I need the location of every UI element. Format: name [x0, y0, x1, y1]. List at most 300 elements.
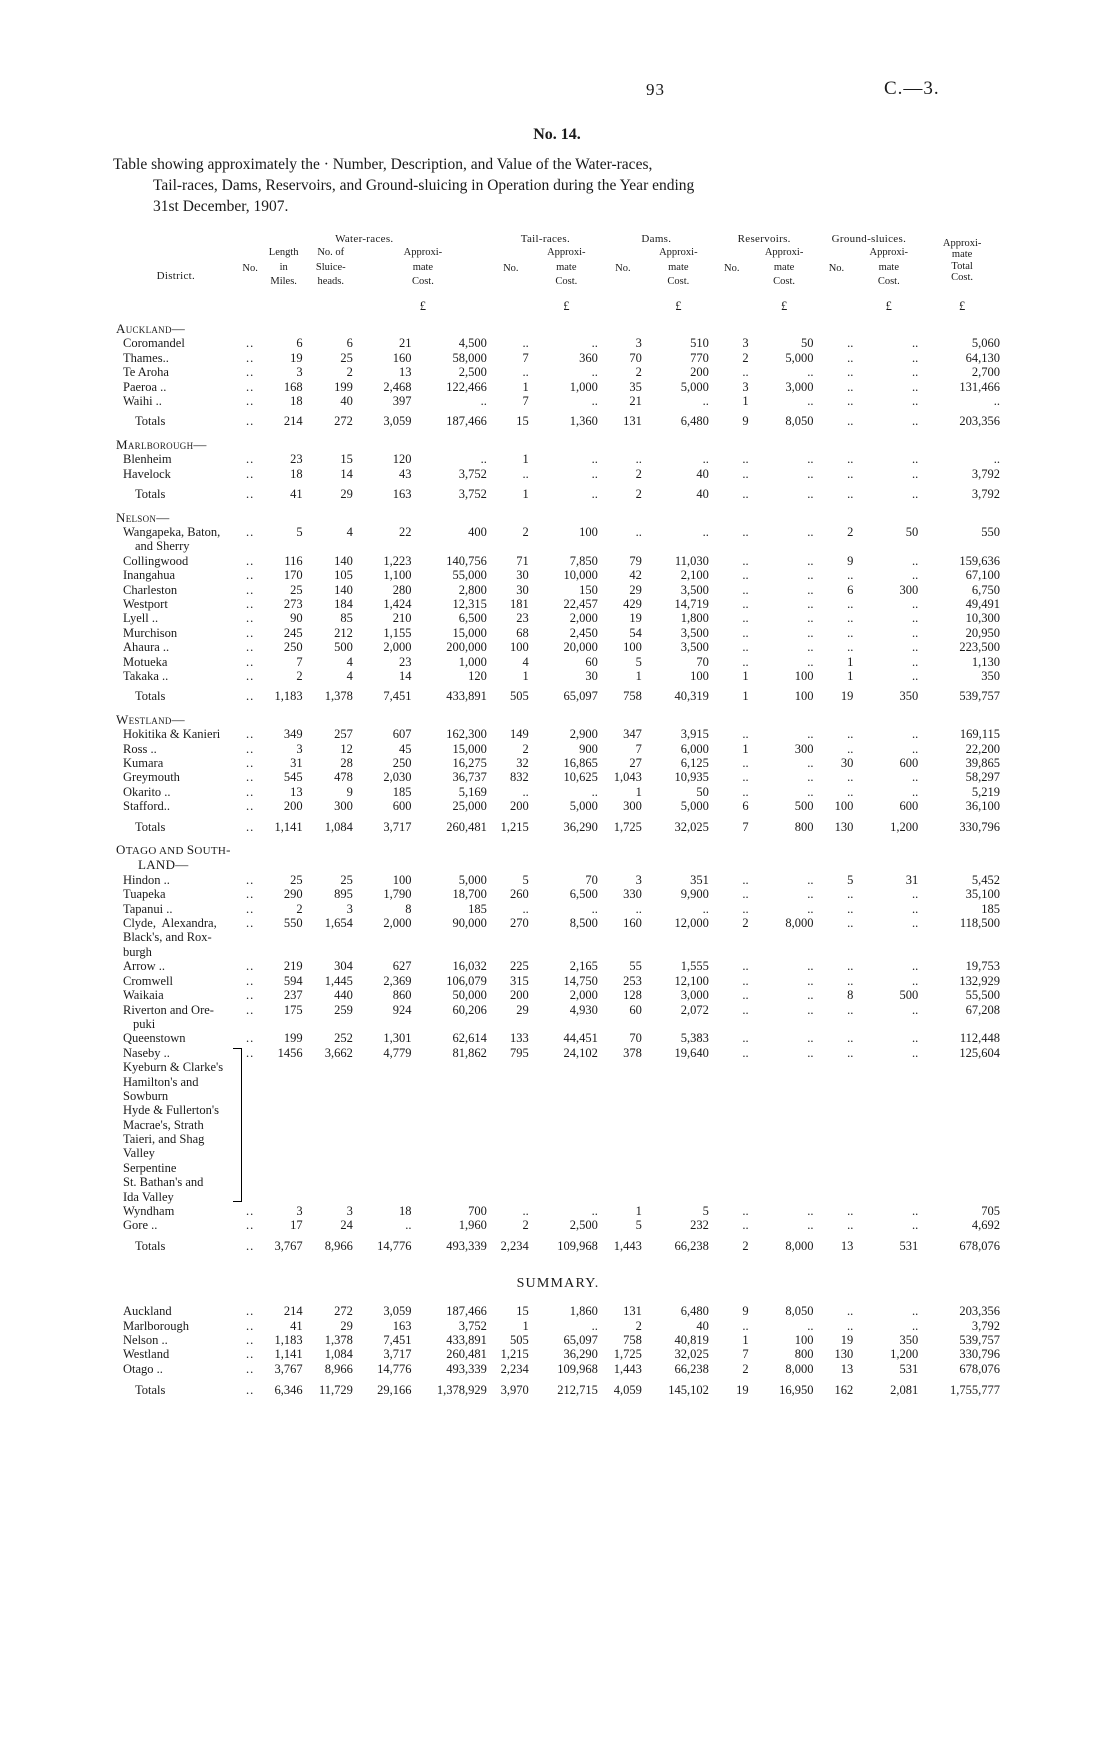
table-row — [113, 756, 1003, 770]
gs-no: .. — [847, 727, 854, 742]
leader-dots: .. — [246, 1204, 255, 1219]
table-row — [113, 525, 1003, 554]
district-name: Wangapeka, Baton, and Sherry — [123, 524, 221, 554]
gs-no: .. — [847, 611, 854, 626]
leader-dots: .. — [246, 1347, 255, 1362]
wr-length: 304 — [334, 959, 353, 974]
tr-cost: .. — [591, 1204, 598, 1219]
gs-no: .. — [847, 916, 854, 931]
tr-cost: 22,457 — [563, 596, 598, 611]
dam-no: .. — [635, 524, 642, 539]
tr-no: 1 — [522, 487, 529, 502]
section-name: OTAGO AND SOUTH- LAND— — [116, 842, 231, 873]
subheader-tr-no: No. — [503, 263, 519, 275]
res-no: .. — [742, 901, 749, 916]
wr-sluiceheads: 163 — [392, 1318, 412, 1333]
tr-no: 3,970 — [500, 1383, 529, 1398]
tr-no: 100 — [510, 640, 529, 655]
wr-length: 212 — [334, 625, 353, 640]
dam-cost: 14,719 — [674, 596, 709, 611]
res-no: 1 — [742, 689, 749, 704]
dam-no: 55 — [629, 959, 642, 974]
table-row — [113, 974, 1003, 988]
dam-no: 100 — [623, 640, 642, 655]
res-no: .. — [742, 770, 749, 785]
total-cost: 22,200 — [965, 741, 1000, 756]
wr-no: 25 — [290, 872, 303, 887]
district-name: Tapanui .. — [123, 901, 173, 916]
table-row — [113, 742, 1003, 756]
wr-length: 440 — [334, 988, 353, 1003]
wr-no: 1,183 — [274, 1333, 303, 1348]
dam-cost: 66,238 — [674, 1238, 709, 1253]
tr-cost: 10,625 — [563, 770, 598, 785]
wr-length: 29 — [340, 1318, 353, 1333]
dam-cost: 1,800 — [680, 611, 709, 626]
dam-cost: 9,900 — [680, 887, 709, 902]
dam-cost: 12,000 — [674, 916, 709, 931]
dam-no: 3 — [635, 872, 642, 887]
district-name: Totals — [135, 487, 166, 502]
table-row — [113, 988, 1003, 1002]
res-no: 1 — [742, 668, 749, 683]
wr-sluiceheads: 2,369 — [383, 973, 412, 988]
res-no: 6 — [742, 799, 749, 814]
total-cost: 132,929 — [959, 973, 1000, 988]
total-cost: 19,753 — [965, 959, 1000, 974]
district-name: Inangahua — [123, 568, 176, 583]
wr-no: 170 — [283, 568, 303, 583]
gs-cost: .. — [911, 350, 919, 365]
tr-cost: 109,968 — [557, 1361, 598, 1376]
wr-length: 14 — [340, 466, 353, 481]
total-cost: 1,130 — [971, 654, 1000, 669]
table-row — [113, 554, 1003, 568]
currency-dam: £ — [675, 298, 682, 313]
res-cost: 8,000 — [785, 1361, 814, 1376]
tr-cost: 7,850 — [569, 553, 598, 568]
wr-cost: 493,339 — [446, 1361, 487, 1376]
res-cost: .. — [807, 1031, 814, 1046]
tr-no: .. — [522, 365, 529, 380]
district-name: Totals — [135, 414, 166, 429]
wr-no: 41 — [290, 1318, 303, 1333]
table-row — [113, 902, 1003, 916]
tr-cost: 20,000 — [563, 640, 598, 655]
tr-cost: 4,930 — [569, 1002, 598, 1017]
wr-length: 8,966 — [324, 1238, 353, 1253]
res-no: .. — [742, 625, 749, 640]
dam-no: 131 — [623, 1304, 642, 1319]
totals-row — [113, 414, 1003, 428]
summary-title: SUMMARY. — [516, 1276, 600, 1292]
tr-cost: 5,000 — [569, 799, 598, 814]
gs-no: .. — [847, 640, 854, 655]
res-cost: .. — [807, 988, 814, 1003]
total-cost: 330,796 — [959, 1347, 1000, 1362]
leader-dots: .. — [246, 336, 255, 351]
total-cost: 5,452 — [971, 872, 1000, 887]
res-cost: 800 — [794, 819, 814, 834]
section-name: Marlborough— — [116, 436, 207, 452]
leader-dots: .. — [246, 973, 255, 988]
wr-no: 1,141 — [274, 1347, 303, 1362]
district-name: Tuapeka — [123, 887, 166, 902]
wr-cost: 1,000 — [458, 654, 487, 669]
leader-dots: .. — [246, 741, 255, 756]
dam-cost: 2,100 — [680, 568, 709, 583]
dam-cost: 70 — [696, 654, 709, 669]
total-cost: 169,115 — [959, 727, 1000, 742]
tr-cost: 44,451 — [563, 1031, 598, 1046]
total-cost: 159,636 — [959, 553, 1000, 568]
table-row — [113, 380, 1003, 394]
leader-dots: .. — [246, 756, 255, 770]
wr-cost: 6,500 — [458, 611, 487, 626]
tr-no: 15 — [516, 1304, 529, 1319]
gs-no: .. — [847, 1045, 854, 1060]
wr-cost: 58,000 — [452, 350, 487, 365]
gs-cost: 31 — [905, 872, 919, 887]
gs-cost: .. — [911, 611, 919, 626]
res-no: .. — [742, 756, 749, 770]
wr-no: 349 — [283, 727, 303, 742]
res-cost: 3,000 — [785, 379, 814, 394]
tr-no: 71 — [516, 553, 529, 568]
gs-cost: 600 — [899, 756, 919, 770]
gs-no: .. — [847, 1204, 854, 1219]
leader-dots: .. — [246, 466, 255, 481]
leader-dots: .. — [246, 654, 255, 669]
wr-cost: 50,000 — [452, 988, 487, 1003]
gs-no: 19 — [840, 689, 854, 704]
district-name: Ross .. — [123, 741, 157, 756]
gs-no: 1 — [847, 668, 854, 683]
district-name: Murchison — [123, 625, 178, 640]
dam-cost: 40 — [696, 466, 709, 481]
gs-cost: .. — [911, 1318, 919, 1333]
wr-no: 168 — [283, 379, 303, 394]
res-cost: .. — [807, 756, 814, 770]
gs-no: .. — [847, 1031, 854, 1046]
gs-no: .. — [847, 1218, 854, 1233]
res-cost: 5,000 — [785, 350, 814, 365]
wr-length: 252 — [334, 1031, 353, 1046]
district-name: Totals — [135, 819, 166, 834]
section-name: Westland— — [116, 711, 185, 727]
wr-cost: 2,500 — [458, 365, 487, 380]
dam-no: 79 — [629, 553, 642, 568]
wr-sluiceheads: 7,451 — [383, 689, 412, 704]
wr-sluiceheads: 924 — [392, 1002, 412, 1017]
wr-no: 41 — [290, 487, 303, 502]
totals-row — [113, 1239, 1003, 1253]
wr-sluiceheads: 14 — [399, 668, 412, 683]
district-name: Naseby .. Kyeburn & Clarke's Hamilton's and Sowburn Hyde & Fullerton's Macrae's, Strath Taieri, and Shag Valley Serpentine St. Bathan's and Ida Valley — [113, 1046, 239, 1204]
wr-sluiceheads: 860 — [392, 988, 412, 1003]
tr-cost: 6,500 — [569, 887, 598, 902]
res-cost: .. — [807, 973, 814, 988]
dam-no: 70 — [629, 350, 642, 365]
res-cost: .. — [807, 1002, 814, 1017]
wr-no: 3,767 — [274, 1361, 303, 1376]
res-no: .. — [742, 487, 749, 502]
wr-no: 3 — [296, 741, 303, 756]
tr-no: .. — [522, 901, 529, 916]
gs-no: 30 — [840, 756, 854, 770]
gs-no: 6 — [847, 582, 854, 597]
gs-no: 13 — [840, 1361, 854, 1376]
wr-length: 15 — [340, 452, 353, 467]
tr-cost: .. — [591, 784, 598, 799]
wr-sluiceheads: 3,717 — [383, 819, 412, 834]
dam-cost: .. — [702, 394, 709, 409]
table-row — [113, 336, 1003, 350]
wr-cost: 106,079 — [446, 973, 487, 988]
gs-no: 13 — [840, 1238, 854, 1253]
wr-no: 31 — [290, 756, 303, 770]
tr-no: .. — [522, 466, 529, 481]
summary-totals-row — [113, 1383, 1003, 1397]
wr-sluiceheads: 23 — [399, 654, 412, 669]
wr-length: 3 — [346, 901, 353, 916]
res-no: .. — [742, 1031, 749, 1046]
tr-no: 30 — [516, 568, 529, 583]
tr-no: 5 — [522, 872, 529, 887]
district-name: Greymouth — [123, 770, 180, 785]
tr-cost: 70 — [585, 872, 598, 887]
wr-no: 545 — [283, 770, 303, 785]
tr-cost: 2,165 — [569, 959, 598, 974]
table-group-header-row — [113, 232, 1003, 246]
section-name: Auckland— — [116, 321, 186, 337]
dam-cost: 40 — [696, 1318, 709, 1333]
currency-gs: £ — [885, 298, 892, 313]
res-no: 9 — [742, 1304, 749, 1319]
table-row — [113, 785, 1003, 799]
dam-no: 429 — [623, 596, 642, 611]
wr-sluiceheads: 2,000 — [383, 916, 412, 931]
main-table-wrapper — [113, 232, 1003, 1405]
res-cost: 16,950 — [779, 1383, 814, 1398]
table-row — [113, 640, 1003, 654]
gs-cost: 300 — [899, 582, 919, 597]
tr-no: .. — [522, 336, 529, 351]
total-cost: 49,491 — [965, 596, 1000, 611]
res-no: 9 — [742, 414, 749, 429]
wr-length: 29 — [340, 487, 353, 502]
wr-sluiceheads: 1,100 — [383, 568, 412, 583]
water-races-table — [113, 232, 1003, 1260]
gs-cost: .. — [911, 741, 919, 756]
dam-cost: .. — [702, 901, 709, 916]
res-no: .. — [742, 727, 749, 742]
summary-row — [113, 1333, 1003, 1347]
gs-no: .. — [847, 625, 854, 640]
wr-cost: 1,960 — [458, 1218, 487, 1233]
gs-cost: 1,200 — [890, 1347, 919, 1362]
tr-cost: 14,750 — [563, 973, 598, 988]
dam-cost: 6,000 — [680, 741, 709, 756]
tr-no: 315 — [510, 973, 529, 988]
res-cost: 50 — [801, 336, 814, 351]
dam-cost: 5,000 — [680, 379, 709, 394]
table-row — [113, 873, 1003, 887]
tr-no: 832 — [510, 770, 529, 785]
wr-cost: 3,752 — [458, 1318, 487, 1333]
row-spacer — [113, 1253, 1003, 1260]
dam-no: 1 — [635, 668, 642, 683]
dam-no: 1,443 — [613, 1238, 642, 1253]
header-approx-total-cost: Approxi- mate Total Cost. — [942, 237, 982, 284]
dam-cost: 3,500 — [680, 640, 709, 655]
wr-sluiceheads: 3,059 — [383, 414, 412, 429]
wr-length: 28 — [340, 756, 353, 770]
row-spacer — [113, 1376, 1003, 1383]
leader-dots: .. — [246, 1318, 255, 1333]
row-spacer — [113, 1398, 1003, 1405]
gs-no: .. — [847, 452, 854, 467]
wr-no: 3 — [296, 1204, 303, 1219]
res-no: 2 — [742, 916, 749, 931]
total-cost: 350 — [981, 668, 1000, 683]
gs-no: 8 — [847, 988, 854, 1003]
currency-res: £ — [780, 298, 788, 313]
res-no: .. — [742, 611, 749, 626]
dam-cost: 5,383 — [680, 1031, 709, 1046]
total-cost: 35,100 — [965, 887, 1000, 902]
gs-cost: .. — [911, 1304, 919, 1319]
gs-no: 2 — [847, 524, 854, 539]
wr-no: 6 — [296, 336, 303, 351]
gs-cost: .. — [911, 654, 919, 669]
table-row — [113, 887, 1003, 901]
dam-no: 128 — [623, 988, 642, 1003]
tr-no: 4 — [522, 654, 529, 669]
wr-sluiceheads: 210 — [392, 611, 412, 626]
totals-row — [113, 689, 1003, 703]
page-number: 93 — [646, 80, 665, 99]
total-cost: 4,692 — [971, 1218, 1000, 1233]
district-name: Ahaura .. — [123, 640, 170, 655]
gs-cost: 531 — [899, 1361, 919, 1376]
dam-no: 19 — [629, 611, 642, 626]
total-cost: 203,356 — [959, 1304, 1000, 1319]
table-row — [113, 365, 1003, 379]
res-cost: .. — [807, 582, 814, 597]
table-row — [113, 1218, 1003, 1232]
res-cost: .. — [807, 784, 814, 799]
wr-length: 6 — [346, 336, 353, 351]
gs-no: .. — [847, 596, 854, 611]
wr-length: 199 — [334, 379, 353, 394]
gs-no: 162 — [834, 1383, 854, 1398]
res-no: .. — [742, 1318, 749, 1333]
wr-no: 5 — [296, 524, 303, 539]
dam-cost: 145,102 — [668, 1383, 709, 1398]
tr-no: 1 — [522, 379, 529, 394]
tr-no: 1 — [522, 1318, 529, 1333]
wr-length: 257 — [334, 727, 353, 742]
wr-sluiceheads: 100 — [392, 872, 412, 887]
wr-cost: 16,275 — [452, 756, 487, 770]
res-no: .. — [742, 887, 749, 902]
leader-dots: .. — [246, 887, 255, 902]
gs-cost: .. — [911, 625, 919, 640]
district-name: Totals — [135, 689, 166, 704]
tr-no: 15 — [516, 414, 529, 429]
header-dams: Dams. — [641, 233, 672, 245]
wr-sluiceheads: 2,030 — [383, 770, 412, 785]
gs-cost: .. — [911, 466, 919, 481]
res-no: .. — [742, 1045, 749, 1060]
wr-length: 8,966 — [324, 1361, 353, 1376]
res-no: .. — [742, 1002, 749, 1017]
dam-no: 3 — [635, 336, 642, 351]
row-spacer — [113, 834, 1003, 843]
wr-no: 1,141 — [274, 819, 303, 834]
table-row — [113, 394, 1003, 408]
dam-no: 330 — [623, 887, 642, 902]
wr-no: 214 — [283, 414, 303, 429]
row-spacer — [113, 313, 1003, 322]
res-cost: .. — [807, 872, 814, 887]
res-cost: .. — [807, 596, 814, 611]
dam-cost: 66,238 — [674, 1361, 709, 1376]
wr-cost: 140,756 — [446, 553, 487, 568]
leader-dots: .. — [246, 1045, 255, 1060]
tr-cost: 360 — [579, 350, 598, 365]
tr-cost: 900 — [579, 741, 598, 756]
res-cost: 100 — [794, 689, 814, 704]
district-name: Waihi .. — [123, 394, 162, 409]
tr-no: 2 — [522, 1218, 529, 1233]
tr-cost: .. — [591, 1318, 598, 1333]
res-no: 19 — [736, 1383, 749, 1398]
district-name: Te Aroha — [123, 365, 169, 380]
gs-no: .. — [847, 568, 854, 583]
leader-dots: .. — [246, 611, 255, 626]
wr-length: 300 — [334, 799, 353, 814]
tr-cost: 65,097 — [563, 689, 598, 704]
district-name: Arrow .. — [123, 959, 166, 974]
header-ground-sluices: Ground-sluices. — [831, 233, 907, 245]
total-cost: .. — [993, 394, 1000, 409]
caption-line-2: Tail-races, Dams, Reservoirs, and Ground-sluicing in Operation during the Year ending — [153, 177, 695, 194]
section-header-row — [113, 713, 1003, 727]
total-cost: 3,792 — [971, 487, 1000, 502]
wr-cost: 81,862 — [452, 1045, 487, 1060]
wr-length: 9 — [346, 784, 353, 799]
wr-cost: 3,752 — [458, 466, 487, 481]
gs-no: 100 — [834, 799, 854, 814]
dam-cost: 232 — [690, 1218, 709, 1233]
dam-cost: 10,935 — [674, 770, 709, 785]
res-cost: .. — [807, 901, 814, 916]
wr-cost: 260,481 — [446, 1347, 487, 1362]
wr-cost: 433,891 — [446, 1333, 487, 1348]
res-no: 3 — [742, 336, 749, 351]
leader-dots: .. — [246, 1218, 255, 1233]
res-no: .. — [742, 596, 749, 611]
res-no: 2 — [742, 1238, 749, 1253]
res-cost: .. — [807, 1218, 814, 1233]
res-no: .. — [742, 365, 749, 380]
wr-sluiceheads: 18 — [399, 1204, 412, 1219]
gs-cost: 2,081 — [890, 1383, 919, 1398]
leader-dots: .. — [246, 414, 255, 429]
row-spacer — [113, 704, 1003, 713]
